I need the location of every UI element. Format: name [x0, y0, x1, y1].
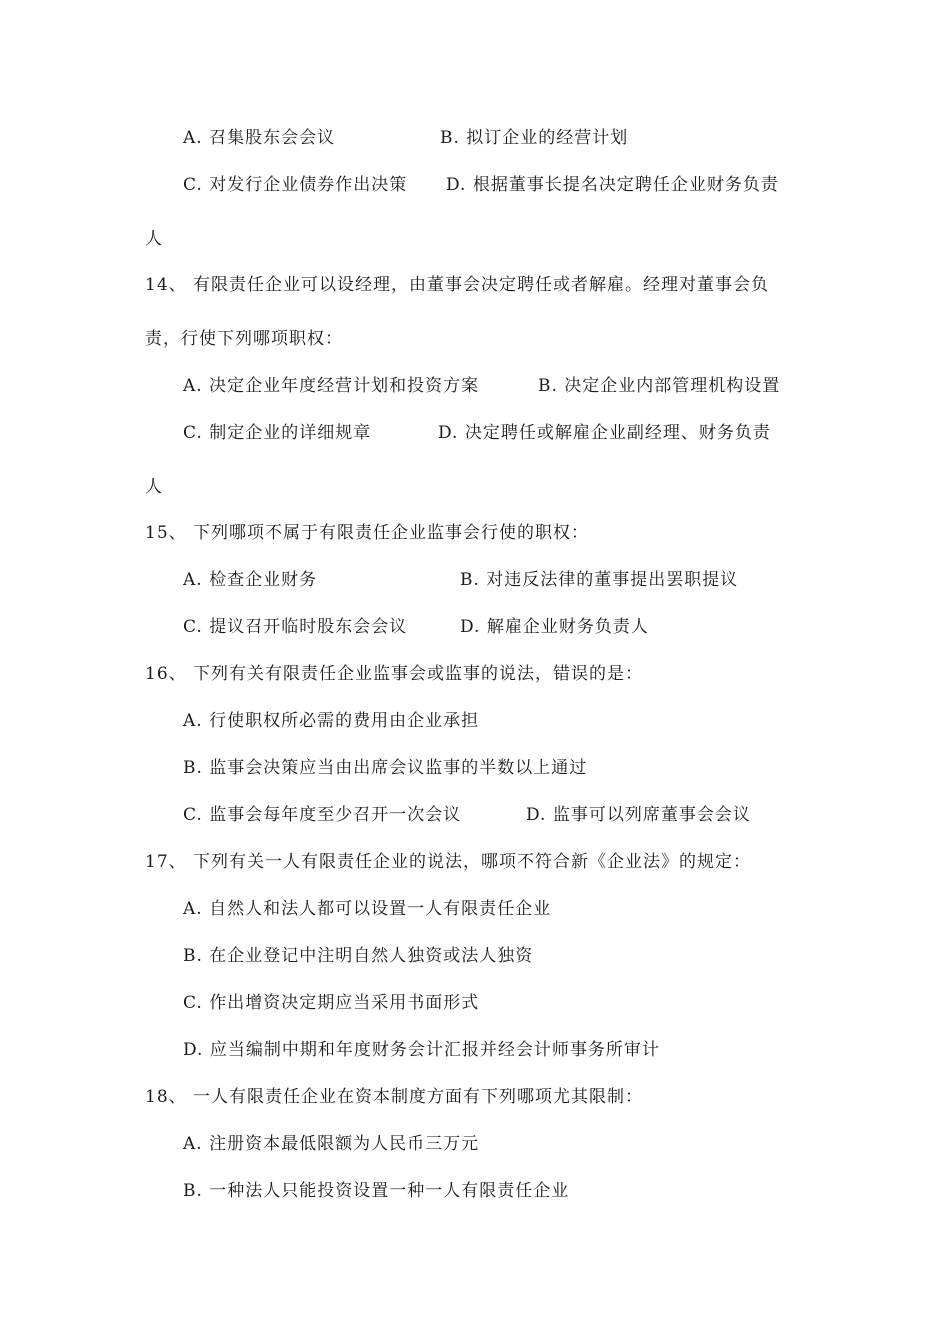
- option-b: B. 决定企业内部管理机构设置: [538, 376, 781, 396]
- option-d: D. 决定聘任或解雇企业副经理、财务负责: [438, 423, 771, 443]
- option-a: A. 检查企业财务: [183, 570, 318, 590]
- option-c: C. 对发行企业债券作出决策: [183, 175, 408, 195]
- option-a: A. 行使职权所必需的费用由企业承担: [183, 711, 480, 731]
- option-b: B. 拟订企业的经营计划: [440, 128, 629, 148]
- option-d: D. 根据董事长提名决定聘任企业财务负责: [446, 175, 779, 195]
- option-c: C. 提议召开临时股东会会议: [183, 617, 408, 637]
- option-c: C. 作出增资决定期应当采用书面形式: [183, 993, 480, 1013]
- option-d: D. 解雇企业财务负责人: [460, 617, 649, 637]
- option-a: A. 召集股东会会议: [183, 128, 336, 148]
- option-c: C. 制定企业的详细规章: [183, 423, 372, 443]
- option-a: A. 决定企业年度经营计划和投资方案: [183, 376, 480, 396]
- option-a: A. 注册资本最低限额为人民币三万元: [183, 1134, 480, 1154]
- option-a: A. 自然人和法人都可以设置一人有限责任企业: [183, 899, 552, 919]
- document-page: A. 召集股东会会议 B. 拟订企业的经营计划 C. 对发行企业债券作出决策 D. 根据董事长提名决定聘任企业财务负责 人 14、 有限责任企业可以设经理，由董事会决定聘任或者解雇。经理对董事会负 责，行使下列哪项职权： A. 决定企业年度经营计划和投资方案 B. 决定企业内部管理机构设置 C. 制定企业的详细规章 D. 决定聘任或解雇企业副经理、财务负责 人 15、 下列哪项不属于有限责任企业监事会行使的职权： A. 检查企业财务 B. 对违反法律的董事提出罢职提议 C. 提议召开临时股东会会议 D. 解雇企业财务负责人 16、 下列有关有限责任企业监事会或监事的说法，错误的是： A. 行使职权所必需的费用由企业承担 B. 监事会决策应当由出席会议监事的半数以上通过 C. 监事会每年度至少召开一次会议 D. 监事可以列席董事会会议 17、 下列有关一人有限责任企业的说法，哪项不符合新《企业法》的规定： A. 自然人和法人都可以设置一人有限责任企业 B. 在企业登记中注明自然人独资或法人独资 C. 作出增资决定期应当采用书面形式 D. 应当编制中期和年度财务会计汇报并经会计师事务所审计 18、 一人有限责任企业在资本制度方面有下列哪项尤其限制： A. 注册资本最低限额为人民币三万元 B. 一种法人只能投资设置一种一人有限责任企业: [145, 128, 781, 1201]
- option-b: B. 监事会决策应当由出席会议监事的半数以上通过: [183, 758, 588, 778]
- option-b: B. 一种法人只能投资设置一种一人有限责任企业: [183, 1181, 570, 1201]
- option-b: B. 对违反法律的董事提出罢职提议: [460, 570, 739, 590]
- option-d: D. 监事可以列席董事会会议: [526, 805, 751, 825]
- option-b: B. 在企业登记中注明自然人独资或法人独资: [183, 946, 534, 966]
- option-d: D. 应当编制中期和年度财务会计汇报并经会计师事务所审计: [183, 1040, 660, 1060]
- option-c: C. 监事会每年度至少召开一次会议: [183, 805, 462, 825]
